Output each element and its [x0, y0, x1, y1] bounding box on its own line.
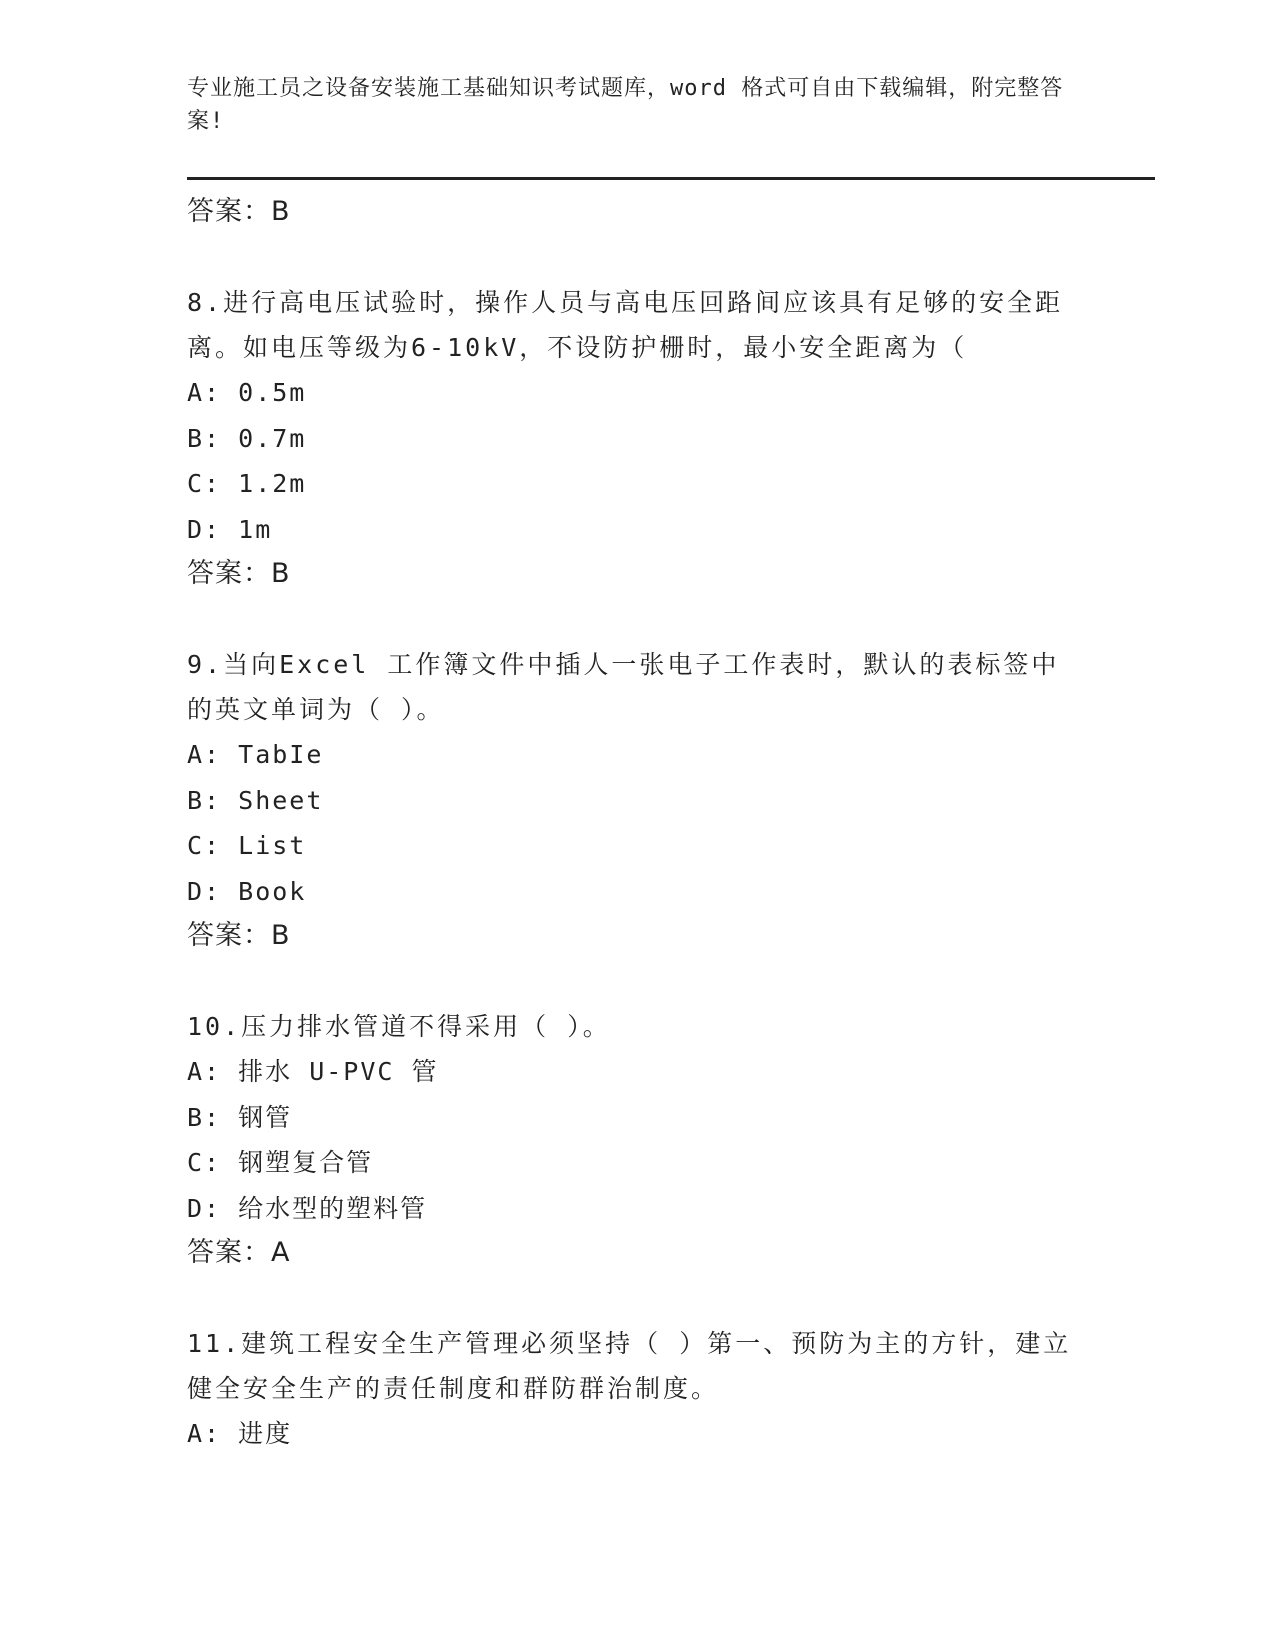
page-header: 专业施工员之设备安装施工基础知识考试题库，word 格式可自由下载编辑，附完整答案! — [187, 76, 1064, 134]
question-8 — [187, 280, 1087, 596]
option-a: A: 进度 — [187, 1419, 293, 1448]
question-text: 10.压力排水管道不得采用（ ）。 — [187, 1012, 611, 1041]
question-text: 9.当向Excel 工作簿文件中插人一张电子工作表时，默认的表标签中的英文单词为（ ）。 — [187, 650, 1060, 724]
option-c: C: 1.2m — [187, 469, 307, 498]
answer-line: 答案：B — [187, 920, 291, 951]
question-text: 11.建筑工程安全生产管理必须坚持（ ）第一、预防为主的方针，建立健全安全生产的责任制度和群防群治制度。 — [187, 1329, 1072, 1403]
question-list — [187, 190, 1087, 1457]
header-divider — [187, 177, 1155, 180]
option-b: B: 0.7m — [187, 423, 307, 453]
option-d: D: 1m — [187, 514, 273, 544]
option-b: B: 钢管 — [187, 1102, 293, 1132]
option-a: A: TabIe — [187, 740, 324, 769]
answer-line: 答案：A — [187, 1237, 291, 1268]
option-a: A: 0.5m — [187, 378, 307, 407]
question-10 — [187, 1004, 1087, 1275]
option-a: A: 排水 U-PVC 管 — [187, 1057, 439, 1086]
option-b: B: Sheet — [187, 785, 324, 815]
question-text: 8.进行高电压试验时，操作人员与高电压回路间应该具有足够的安全距离。如电压等级为6-10kV，不设防护栅时，最小安全距离为（ — [187, 288, 1064, 362]
option-c: C: List — [187, 831, 307, 860]
option-d: D: 给水型的塑料管 — [187, 1193, 428, 1223]
option-c: C: 钢塑复合管 — [187, 1148, 374, 1177]
question-11 — [187, 1321, 1087, 1457]
answer-line: 答案：B — [187, 558, 291, 589]
answer-line: 答案：B — [187, 196, 291, 227]
option-d: D: Book — [187, 876, 307, 906]
question-9 — [187, 642, 1087, 958]
